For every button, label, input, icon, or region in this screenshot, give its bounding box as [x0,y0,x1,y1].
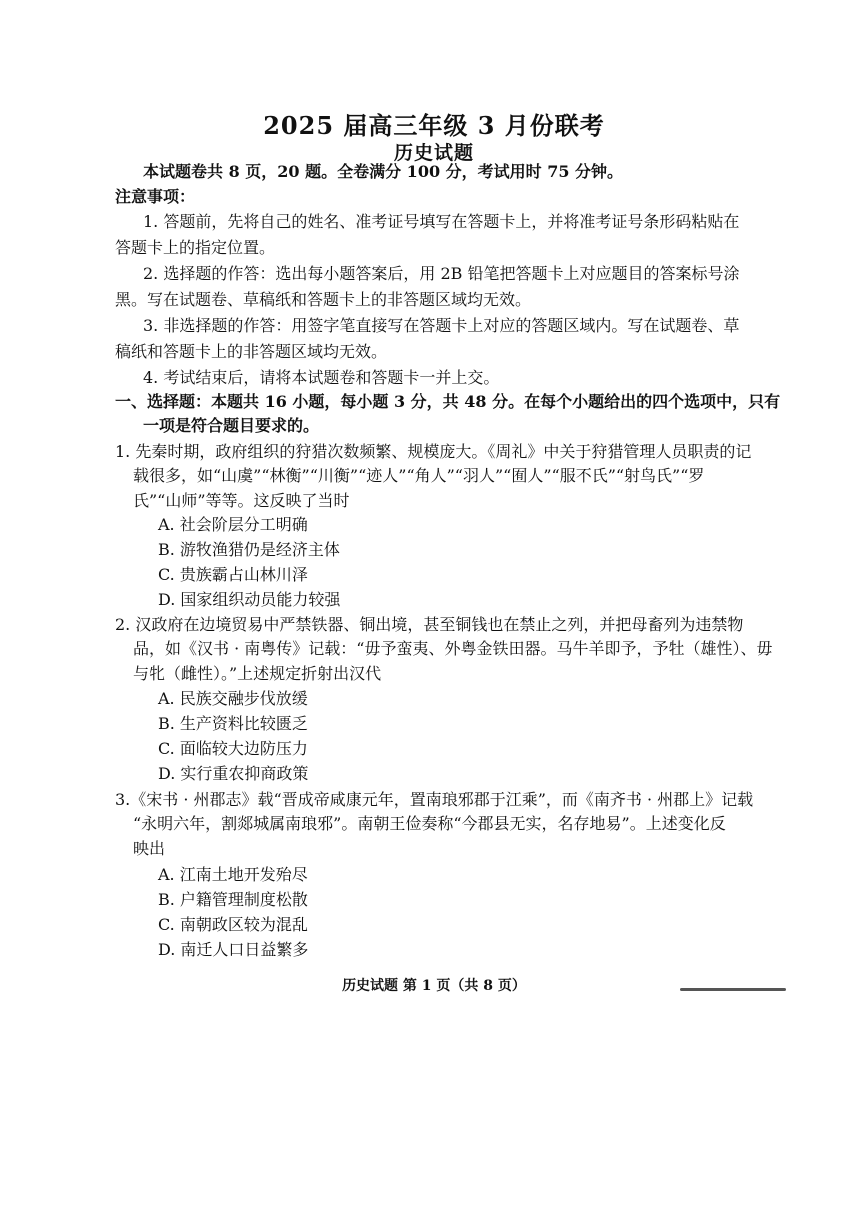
note-3-line-2: 稿纸和答题卡上的非答题区域均无效。 [115,342,388,361]
q1-option-b: B. 游牧渔猎仍是经济主体 [158,540,340,559]
exam-title: 2025 届高三年级 3 月份联考 [263,111,605,140]
q3-stem-line-3: 映出 [133,839,166,858]
q1-stem-line-1: 1. 先秦时期，政府组织的狩猎次数频繁、规模庞大。《周礼》中关于狩猎管理人员职责的记 [115,442,752,461]
q3-option-c: C. 南朝政区较为混乱 [158,915,308,934]
q2-stem-line-2: 品，如《汉书 · 南粤传》记载：“毋予蛮夷、外粤金铁田器。马牛羊即予，予牡（雄性）、毋 [133,639,773,658]
note-2-line-1: 2. 选择题的作答：选出每小题答案后，用 2B 铅笔把答题卡上对应题目的答案标号涂 [143,264,740,283]
q2-option-c: C. 面临较大边防压力 [158,739,308,758]
q1-option-c: C. 贵族霸占山林川泽 [158,565,308,584]
q3-option-a: A. 江南土地开发殆尽 [158,865,308,884]
q2-option-a: A. 民族交融步伐放缓 [158,689,308,708]
q1-stem-line-2: 载很多，如“山虞”“林衡”“川衡”“迹人”“角人”“羽人”“囿人”“服不氏”“射鸟氏”“罗 [133,466,705,485]
q2-stem-line-3: 与牝（雌性）。”上述规定折射出汉代 [133,664,382,683]
q1-option-d: D. 国家组织动员能力较强 [158,590,341,609]
q2-option-d: D. 实行重农抑商政策 [158,764,309,783]
q3-option-d: D. 南迁人口日益繁多 [158,940,309,959]
note-2-line-2: 黑。写在试题卷、草稿纸和答题卡上的非答题区域均无效。 [115,290,532,309]
q1-stem-line-3: 氏”“山师”等等。这反映了当时 [133,491,350,510]
q2-option-b: B. 生产资料比较匮乏 [158,714,308,733]
note-4-line-1: 4. 考试结束后，请将本试题卷和答题卡一并上交。 [143,368,500,387]
q1-option-a: A. 社会阶层分工明确 [158,515,308,534]
page-footer: 历史试题 第 1 页（共 8 页） [342,978,526,994]
q3-stem-line-2: “永明六年，割郯城属南琅邪”。南朝王俭奏称“今郡县无实，名存地易”。上述变化反 [133,814,726,833]
pen-stroke-mark [680,988,786,991]
note-3-line-1: 3. 非选择题的作答：用签字笔直接写在答题卡上对应的答题区域内。写在试题卷、草 [143,316,740,335]
q3-option-b: B. 户籍管理制度松散 [158,890,308,909]
notes-heading: 注意事项： [115,187,196,206]
q3-stem-line-1: 3.《宋书 · 州郡志》载“晋成帝咸康元年，置南琅邪郡于江乘”，而《南齐书 · 州郡上》记载 [115,790,754,809]
exam-info: 本试题卷共 8 页，20 题。全卷满分 100 分，考试用时 75 分钟。 [143,162,624,181]
section-heading-line-1: 一、选择题：本题共 16 小题，每小题 3 分，共 48 分。在每个小题给出的四个选项中，只有 [115,392,781,411]
subject-title: 历史试题 [393,142,474,164]
q2-stem-line-1: 2. 汉政府在边境贸易中严禁铁器、铜出境，甚至铜钱也在禁止之列，并把母畜列为违禁物 [115,615,744,634]
section-heading-line-2: 一项是符合题目要求的。 [143,416,320,435]
note-1-line-1: 1. 答题前，先将自己的姓名、准考证号填写在答题卡上，并将准考证号条形码粘贴在 [143,212,740,231]
note-1-line-2: 答题卡上的指定位置。 [115,238,276,257]
